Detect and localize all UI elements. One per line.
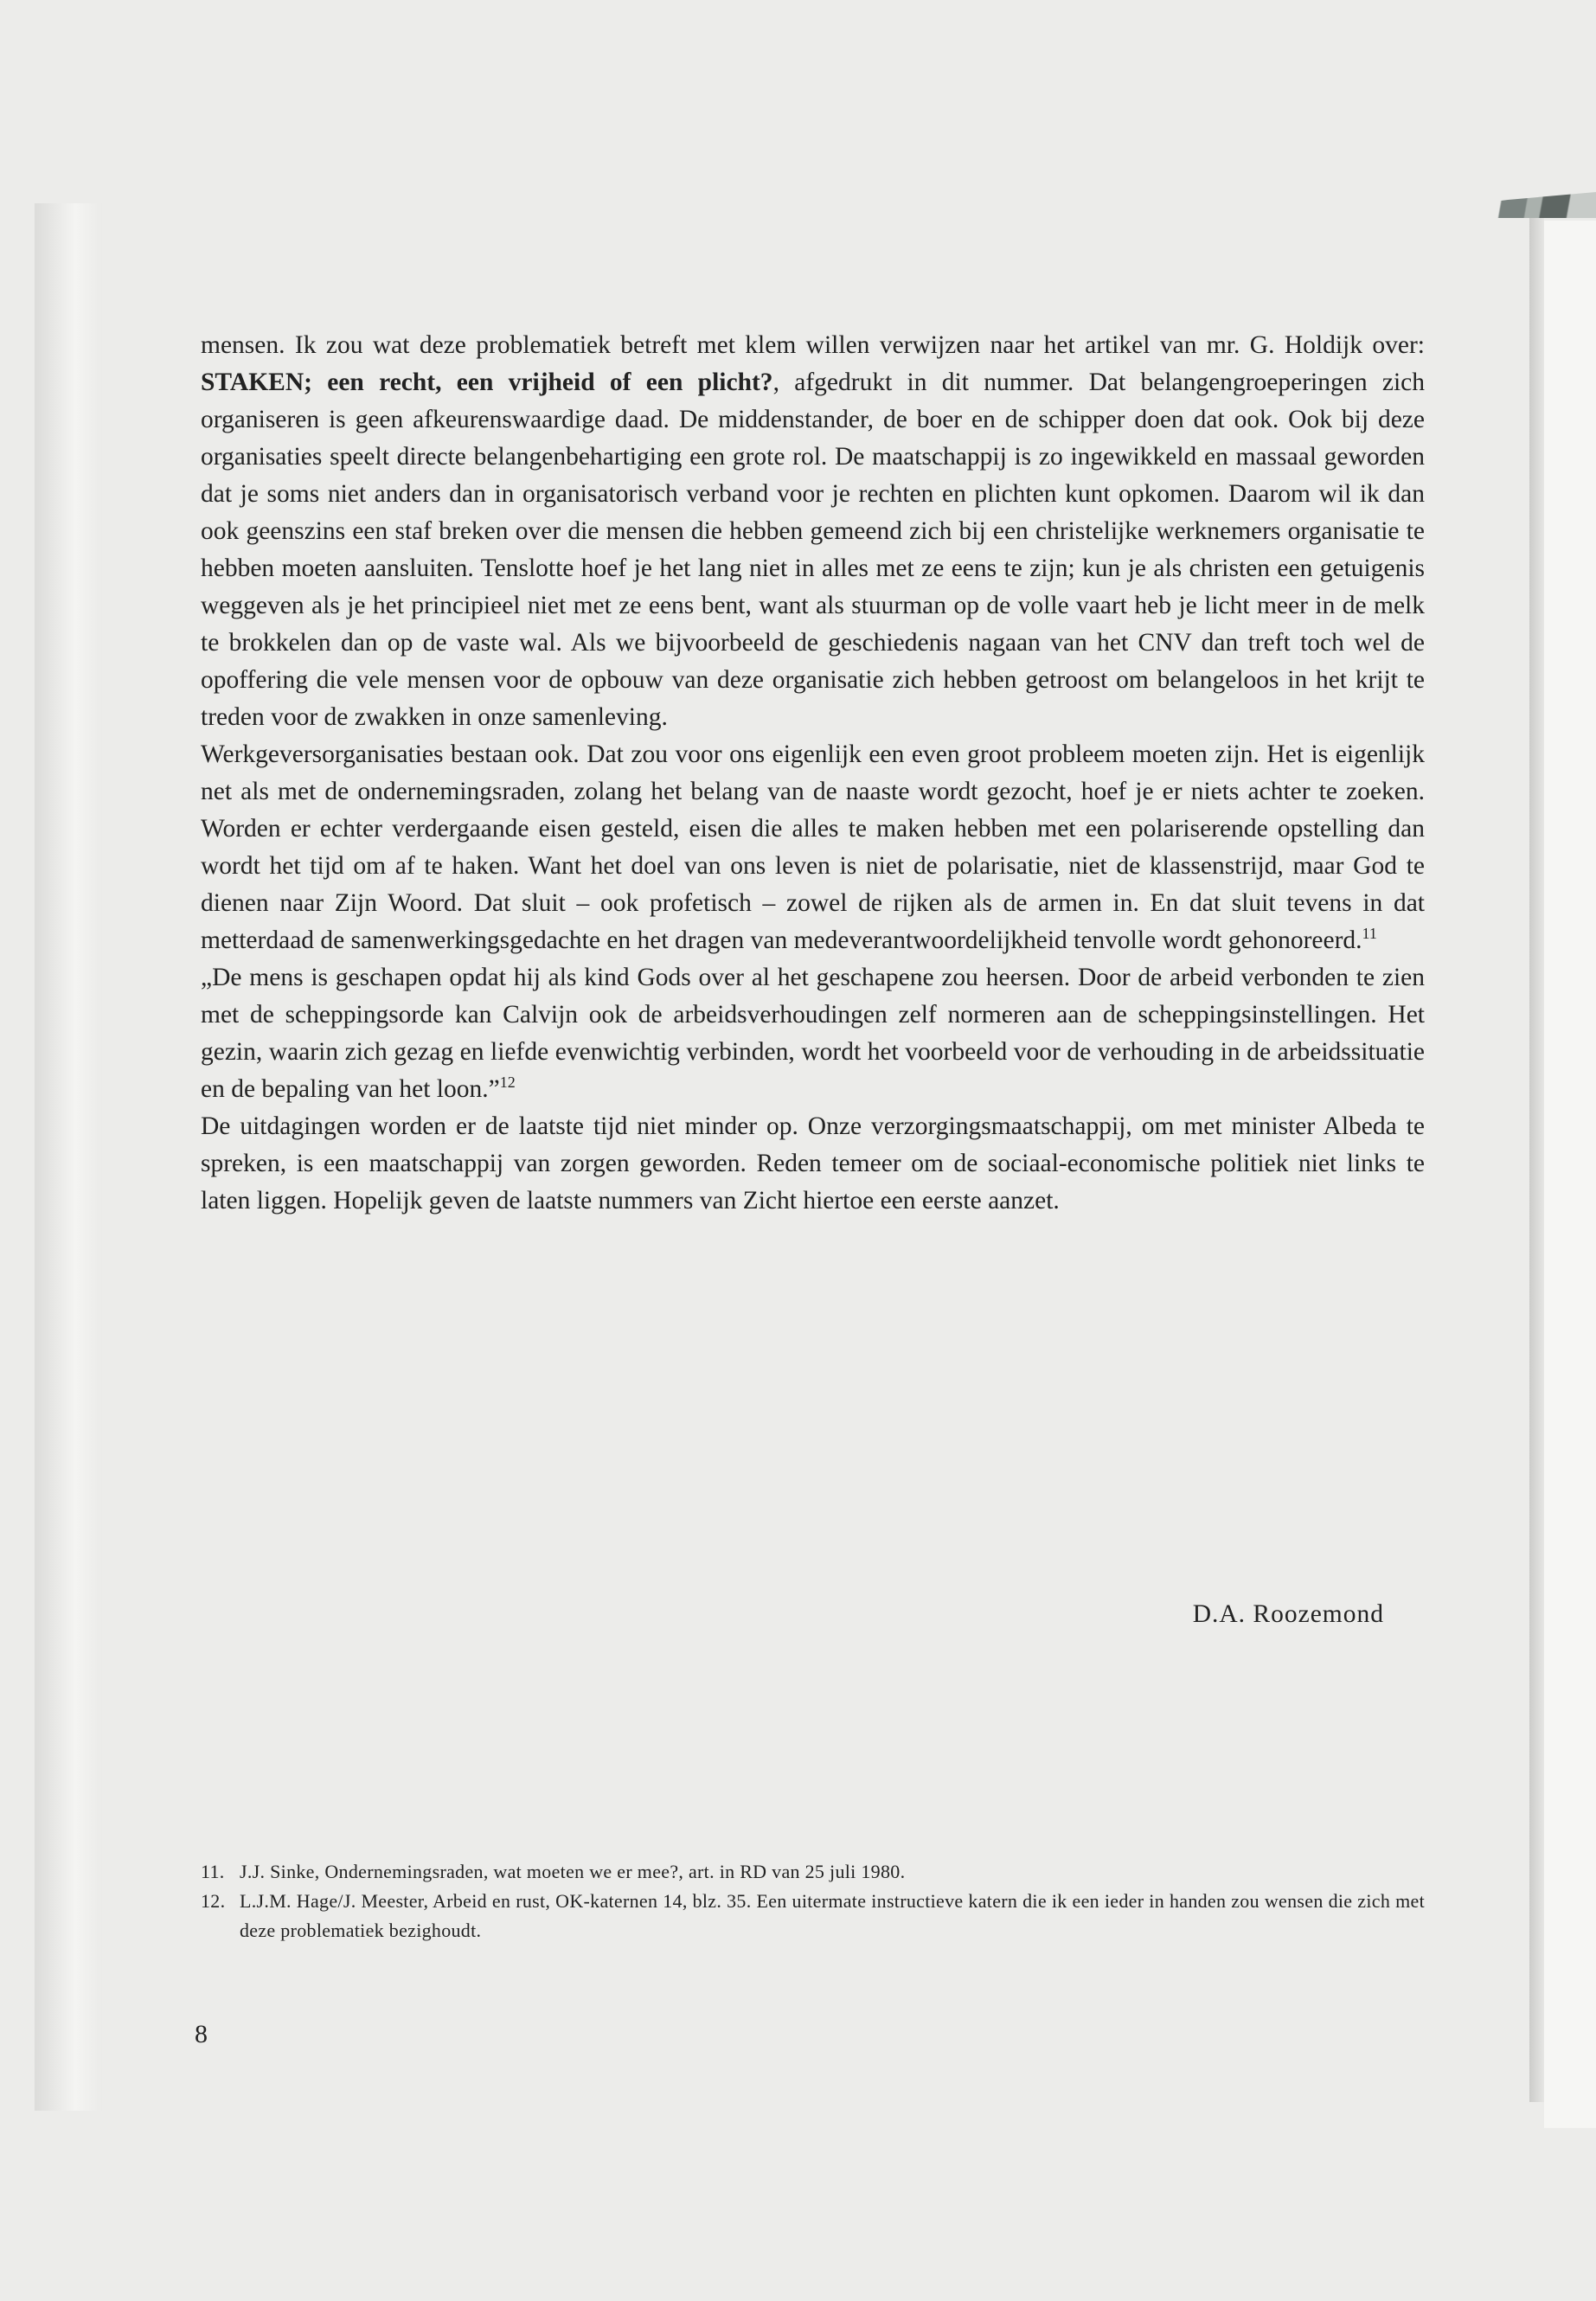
- paragraph: mensen. Ik zou wat deze problematiek betreft met klem willen verwijzen naar het artikel van mr. G. Holdijk over: STAKEN; een recht, een vrijheid of een plicht?, afgedrukt in dit nummer. Dat belangengroeperingen zich organiseren is geen afkeurenswaardige daad. De middenstander, de boer en de schipper doen dat ook. Ook bij deze organisaties speelt directe belangenbehartiging een grote rol. De maatschappij is zo ingewikkeld en massaal geworden dat je soms niet anders dan in organisatorisch verband voor je rechten en plichten kunt opkomen. Daarom wil ik dan ook geenszins een staf breken over die mensen die hebben gemeend zich bij een christelijke werknemers organisatie te hebben moeten aansluiten. Tenslotte hoef je het lang niet in alles met ze eens te zijn; kun je als christen een getuigenis weggeven als je het principieel niet met ze eens bent, want als stuurman op de volle vaart heb je licht meer in de melk te brokkelen dan op de vaste wal. Als we bijvoorbeeld de geschiedenis nagaan van het CNV dan treft toch wel de opoffering die vele mensen voor de opbouw van deze organisatie zich hebben getroost om belangeloos in het krijt te treden voor de zwakken in onze samenleving.: [201, 331, 1425, 731]
- article-body: [201, 327, 1425, 1220]
- footnote-ref: 12: [499, 1074, 516, 1092]
- paragraph: Werkgeversorganisaties bestaan ook. Dat zou voor ons eigenlijk een even groot probleem moeten zijn. Het is eigenlijk net als met de ondernemingsraden, zolang het belang van de naaste wordt gezocht, hoef je er niets achter te zoeken. Worden er echter verdergaande eisen gesteld, eisen die alles te maken hebben met een polariserende opstelling dan wordt het tijd om af te haken. Want het doel van ons leven is niet de polarisatie, niet de klassenstrijd, maar God te dienen naar Zijn Woord. Dat sluit – ook profetisch – zowel de rijken als de armen in. En dat sluit tevens in dat metterdaad de samenwerkingsgedachte en het dragen van medeverantwoordelijkheid tenvolle wordt gehonoreerd.$^{11}$: [201, 740, 1425, 954]
- footnote-number: 12.: [201, 1890, 226, 1912]
- paragraph: „De mens is geschapen opdat hij als kind Gods over al het geschapene zou heersen. Door de arbeid verbonden te zien met de scheppingsorde kan Calvijn ook de arbeidsverhoudingen zelf normeren aan de scheppingsinstellingen. Het gezin, waarin zich gezag en liefde evenwichtig verbinden, wordt het voorbeeld voor de verhouding in de arbeidssituatie en de bepaling van het loon.”$^{12}$: [201, 964, 1425, 1103]
- author-signature: D.A. Roozemond: [1192, 1600, 1384, 1628]
- footnote-text: L.J.M. Hage/J. Meester, Arbeid en rust, OK-katernen 14, blz. 35. Een uitermate instructieve katern die ik een ieder in handen zou wensen die zich met deze problematiek bezighoudt.: [240, 1890, 1425, 1941]
- footnote-number: 11.: [201, 1861, 225, 1882]
- next-page-strip: [1544, 221, 1596, 2128]
- footnote: [201, 1857, 1425, 1887]
- page-number: 8: [195, 2020, 208, 2048]
- footnote-text: J.J. Sinke, Ondernemingsraden, wat moeten we er mee?, art. in RD van 25 juli 1980.: [240, 1861, 906, 1882]
- footnotes: [201, 1857, 1425, 1945]
- paragraph: De uitdagingen worden er de laatste tijd niet minder op. Onze verzorgingsmaatschappij, om met minister Albeda te spreken, is een maatschappij van zorgen geworden. Reden temeer om de sociaal-economische politiek niet links te laten liggen. Hopelijk geven de laatste nummers van Zicht hiertoe een eerste aanzet.: [201, 1112, 1425, 1215]
- footnote: [201, 1887, 1425, 1945]
- cover-corner: [1449, 192, 1596, 218]
- footnote-ref: 11: [1362, 925, 1377, 943]
- book-spine: [35, 203, 102, 2111]
- page-edge: [1529, 216, 1544, 2102]
- article-reference: STAKEN; een recht, een vrijheid of een plicht?: [201, 369, 773, 396]
